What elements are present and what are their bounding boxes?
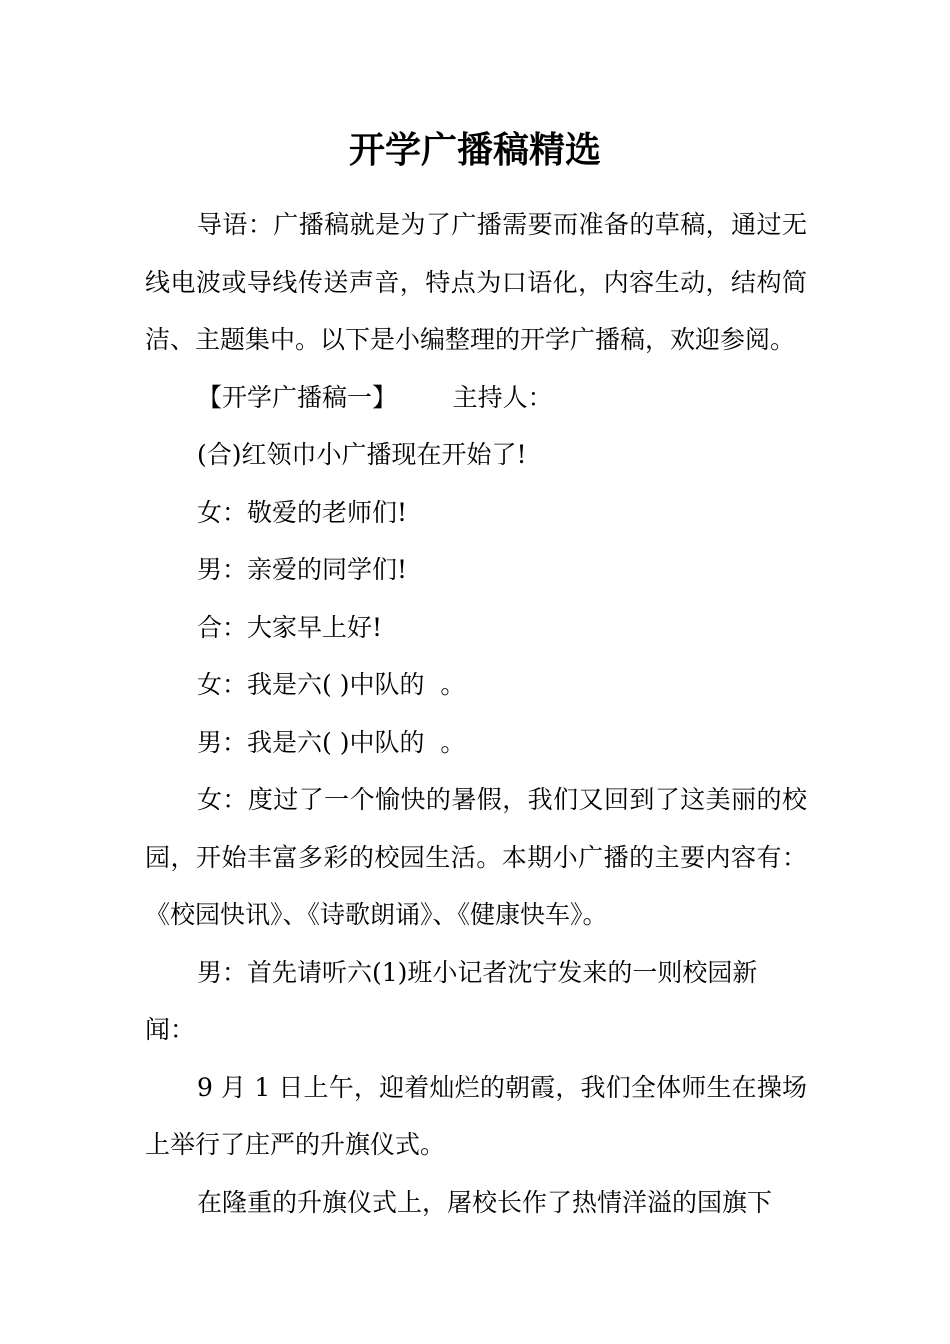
script-line: 合：大家早上好! bbox=[197, 612, 383, 642]
script-line: (合)红领巾小广播现在开始了! bbox=[197, 440, 527, 469]
script-line: 女：我是六( )中队的 。 bbox=[197, 670, 466, 699]
news-paragraph: 在隆重的升旗仪式上，屠校长作了热情洋溢的国旗下 bbox=[197, 1187, 773, 1217]
document-body bbox=[145, 196, 807, 1231]
script-line: 女：敬爱的老师们! bbox=[197, 497, 408, 527]
section-heading: 【开学广播稿一】 主持人： bbox=[197, 382, 553, 412]
script-paragraph: 女：度过了一个愉快的暑假，我们又回到了这美丽的校园，开始丰富多彩的校园生活。本期小广播的主要内容有：《校园快讯》、《诗歌朗诵》、《健康快车》。 bbox=[145, 785, 807, 929]
script-line: 男：亲爱的同学们! bbox=[197, 555, 408, 584]
intro-paragraph: 导语：广播稿就是为了广播需要而准备的草稿，通过无线电波或导线传送声音，特点为口语化，内容生动，结构简洁、主题集中。以下是小编整理的开学广播稿，欢迎参阅。 bbox=[145, 210, 807, 354]
script-line: 男：我是六( )中队的 。 bbox=[197, 727, 466, 757]
document-title: 开学广播稿精选 bbox=[348, 130, 601, 171]
news-paragraph: 9 月 1 日上午，迎着灿烂的朝霞，我们全体师生在操场上举行了庄严的升旗仪式。 bbox=[145, 1072, 807, 1159]
script-line: 男：首先请听六(1)班小记者沈宁发来的一则校园新闻： bbox=[145, 957, 758, 1044]
